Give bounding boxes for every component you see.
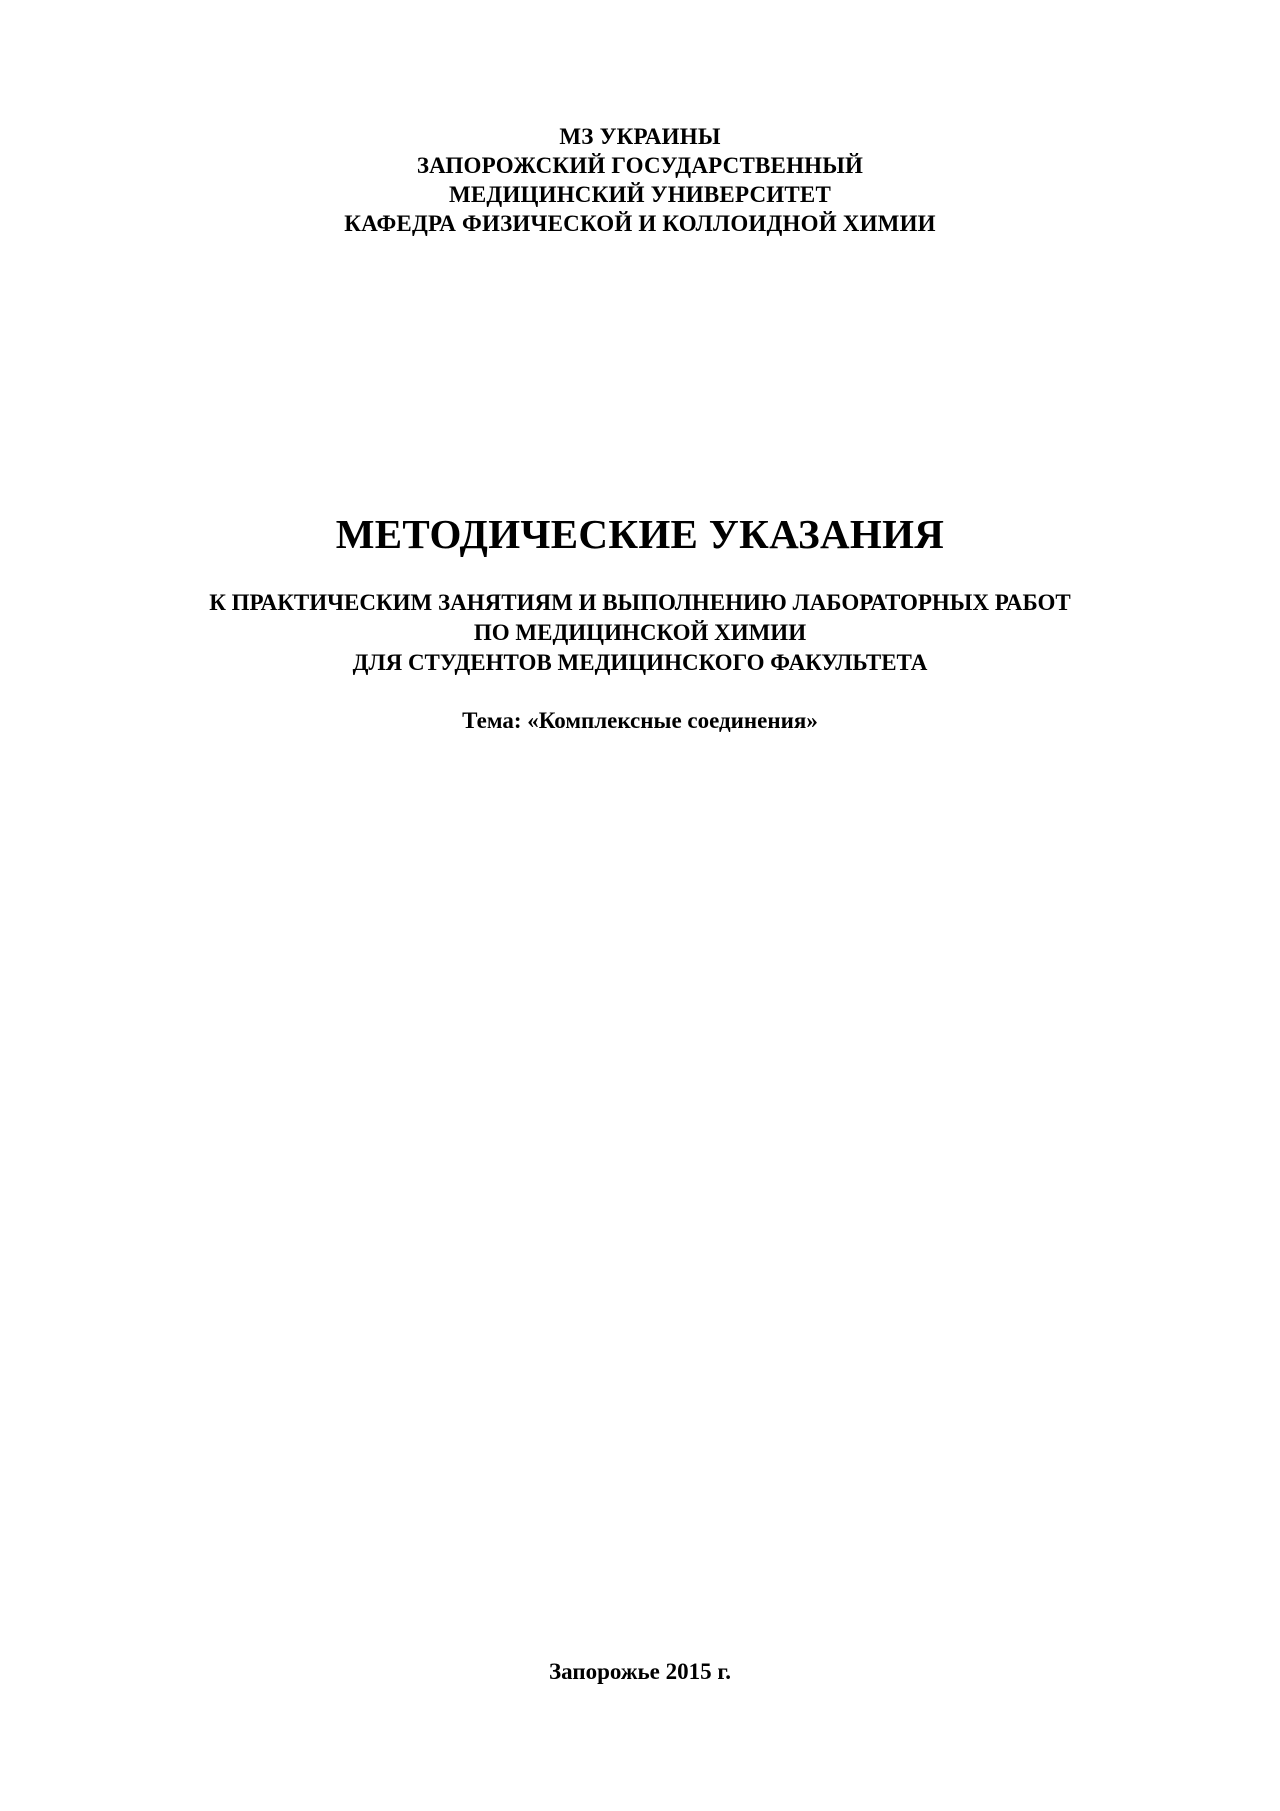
subtitle-line-2: ПО МЕДИЦИНСКОЙ ХИМИИ xyxy=(473,620,807,645)
document-subtitle xyxy=(0,588,1280,678)
city-year-footer: Запорожье 2015 г. xyxy=(549,1659,731,1684)
document-topic: Тема: «Комплексные соединения» xyxy=(462,708,818,733)
ministry-line: МЗ УКРАИНЫ xyxy=(559,124,721,149)
university-line-2: МЕДИЦИНСКИЙ УНИВЕРСИТЕТ xyxy=(448,182,832,207)
subtitle-line-1: К ПРАКТИЧЕСКИМ ЗАНЯТИЯМ И ВЫПОЛНЕНИЮ ЛАБОРАТОРНЫХ РАБОТ xyxy=(209,590,1071,615)
subtitle-line-3: ДЛЯ СТУДЕНТОВ МЕДИЦИНСКОГО ФАКУЛЬТЕТА xyxy=(352,650,928,675)
document-title: МЕТОДИЧЕСКИЕ УКАЗАНИЯ xyxy=(335,511,945,557)
department-line: КАФЕДРА ФИЗИЧЕСКОЙ И КОЛЛОИДНОЙ ХИМИИ xyxy=(344,211,936,236)
institution-header xyxy=(0,122,1280,238)
university-line-1: ЗАПОРОЖСКИЙ ГОСУДАРСТВЕННЫЙ xyxy=(416,153,864,178)
